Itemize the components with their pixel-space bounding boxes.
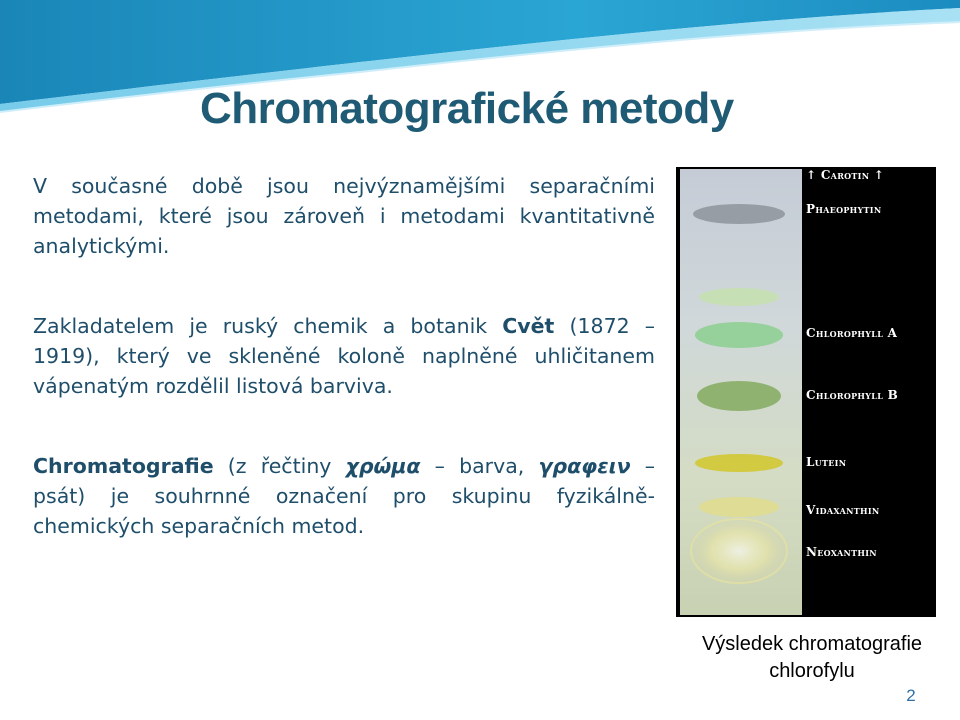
greek-word-write: γραφειν — [538, 454, 631, 478]
label-neoxanthin: Neoxanthin — [806, 545, 877, 559]
band-faint-green — [699, 288, 779, 306]
label-chlorophyll-a: Chlorophyll A — [806, 326, 898, 340]
page-number: 2 — [906, 686, 916, 705]
band-phaeophytin — [693, 204, 785, 224]
label-lutein: Lutein — [806, 455, 847, 469]
band-vidaxanthin — [699, 497, 779, 517]
origin-spot — [689, 517, 789, 585]
definition-term: Chromatografie — [33, 454, 214, 478]
greek-word-color: χρώμα — [345, 454, 421, 478]
paragraph-intro: V současné době jsou nejvýznamějšími separačními metodami, které jsou zároveň i metodami kvantitativně analytickými. — [33, 174, 655, 258]
caption-line-1: Výsledek chromatografie — [701, 633, 923, 655]
paragraph-definition — [33, 451, 655, 541]
founder-name: Cvět — [502, 314, 555, 338]
band-chlorophyll-a — [695, 322, 783, 348]
caption-line-2: chlorofylu — [769, 660, 855, 682]
label-chlorophyll-b: Chlorophyll B — [806, 388, 899, 402]
definition-text-3: – psát) je souhrnné označení pro skupinu fyzikálně-chemických separačních metod. — [33, 454, 655, 538]
label-carotin: ↑ Carotin ↑ — [806, 168, 885, 182]
label-vidaxanthin: Vidaxanthin — [806, 503, 880, 517]
founder-text-after: (1872 – 1919), který ve skleněné koloně naplněné uhličitanem vápenatým rozdělil listová barviva. — [33, 314, 656, 398]
figure-caption — [680, 631, 944, 685]
definition-text-2: – barva, — [420, 454, 539, 478]
definition-text-1: (z řečtiny — [213, 454, 346, 478]
slide-title: Chromatografické metody — [200, 84, 734, 133]
label-phaeophytin: Phaeophytin — [806, 202, 882, 216]
paragraph-founder — [33, 311, 655, 401]
chromatography-image — [676, 167, 936, 617]
founder-text-before: Zakladatelem je ruský chemik a botanik — [33, 314, 503, 338]
band-lutein — [695, 454, 783, 472]
band-chlorophyll-b — [697, 381, 781, 411]
